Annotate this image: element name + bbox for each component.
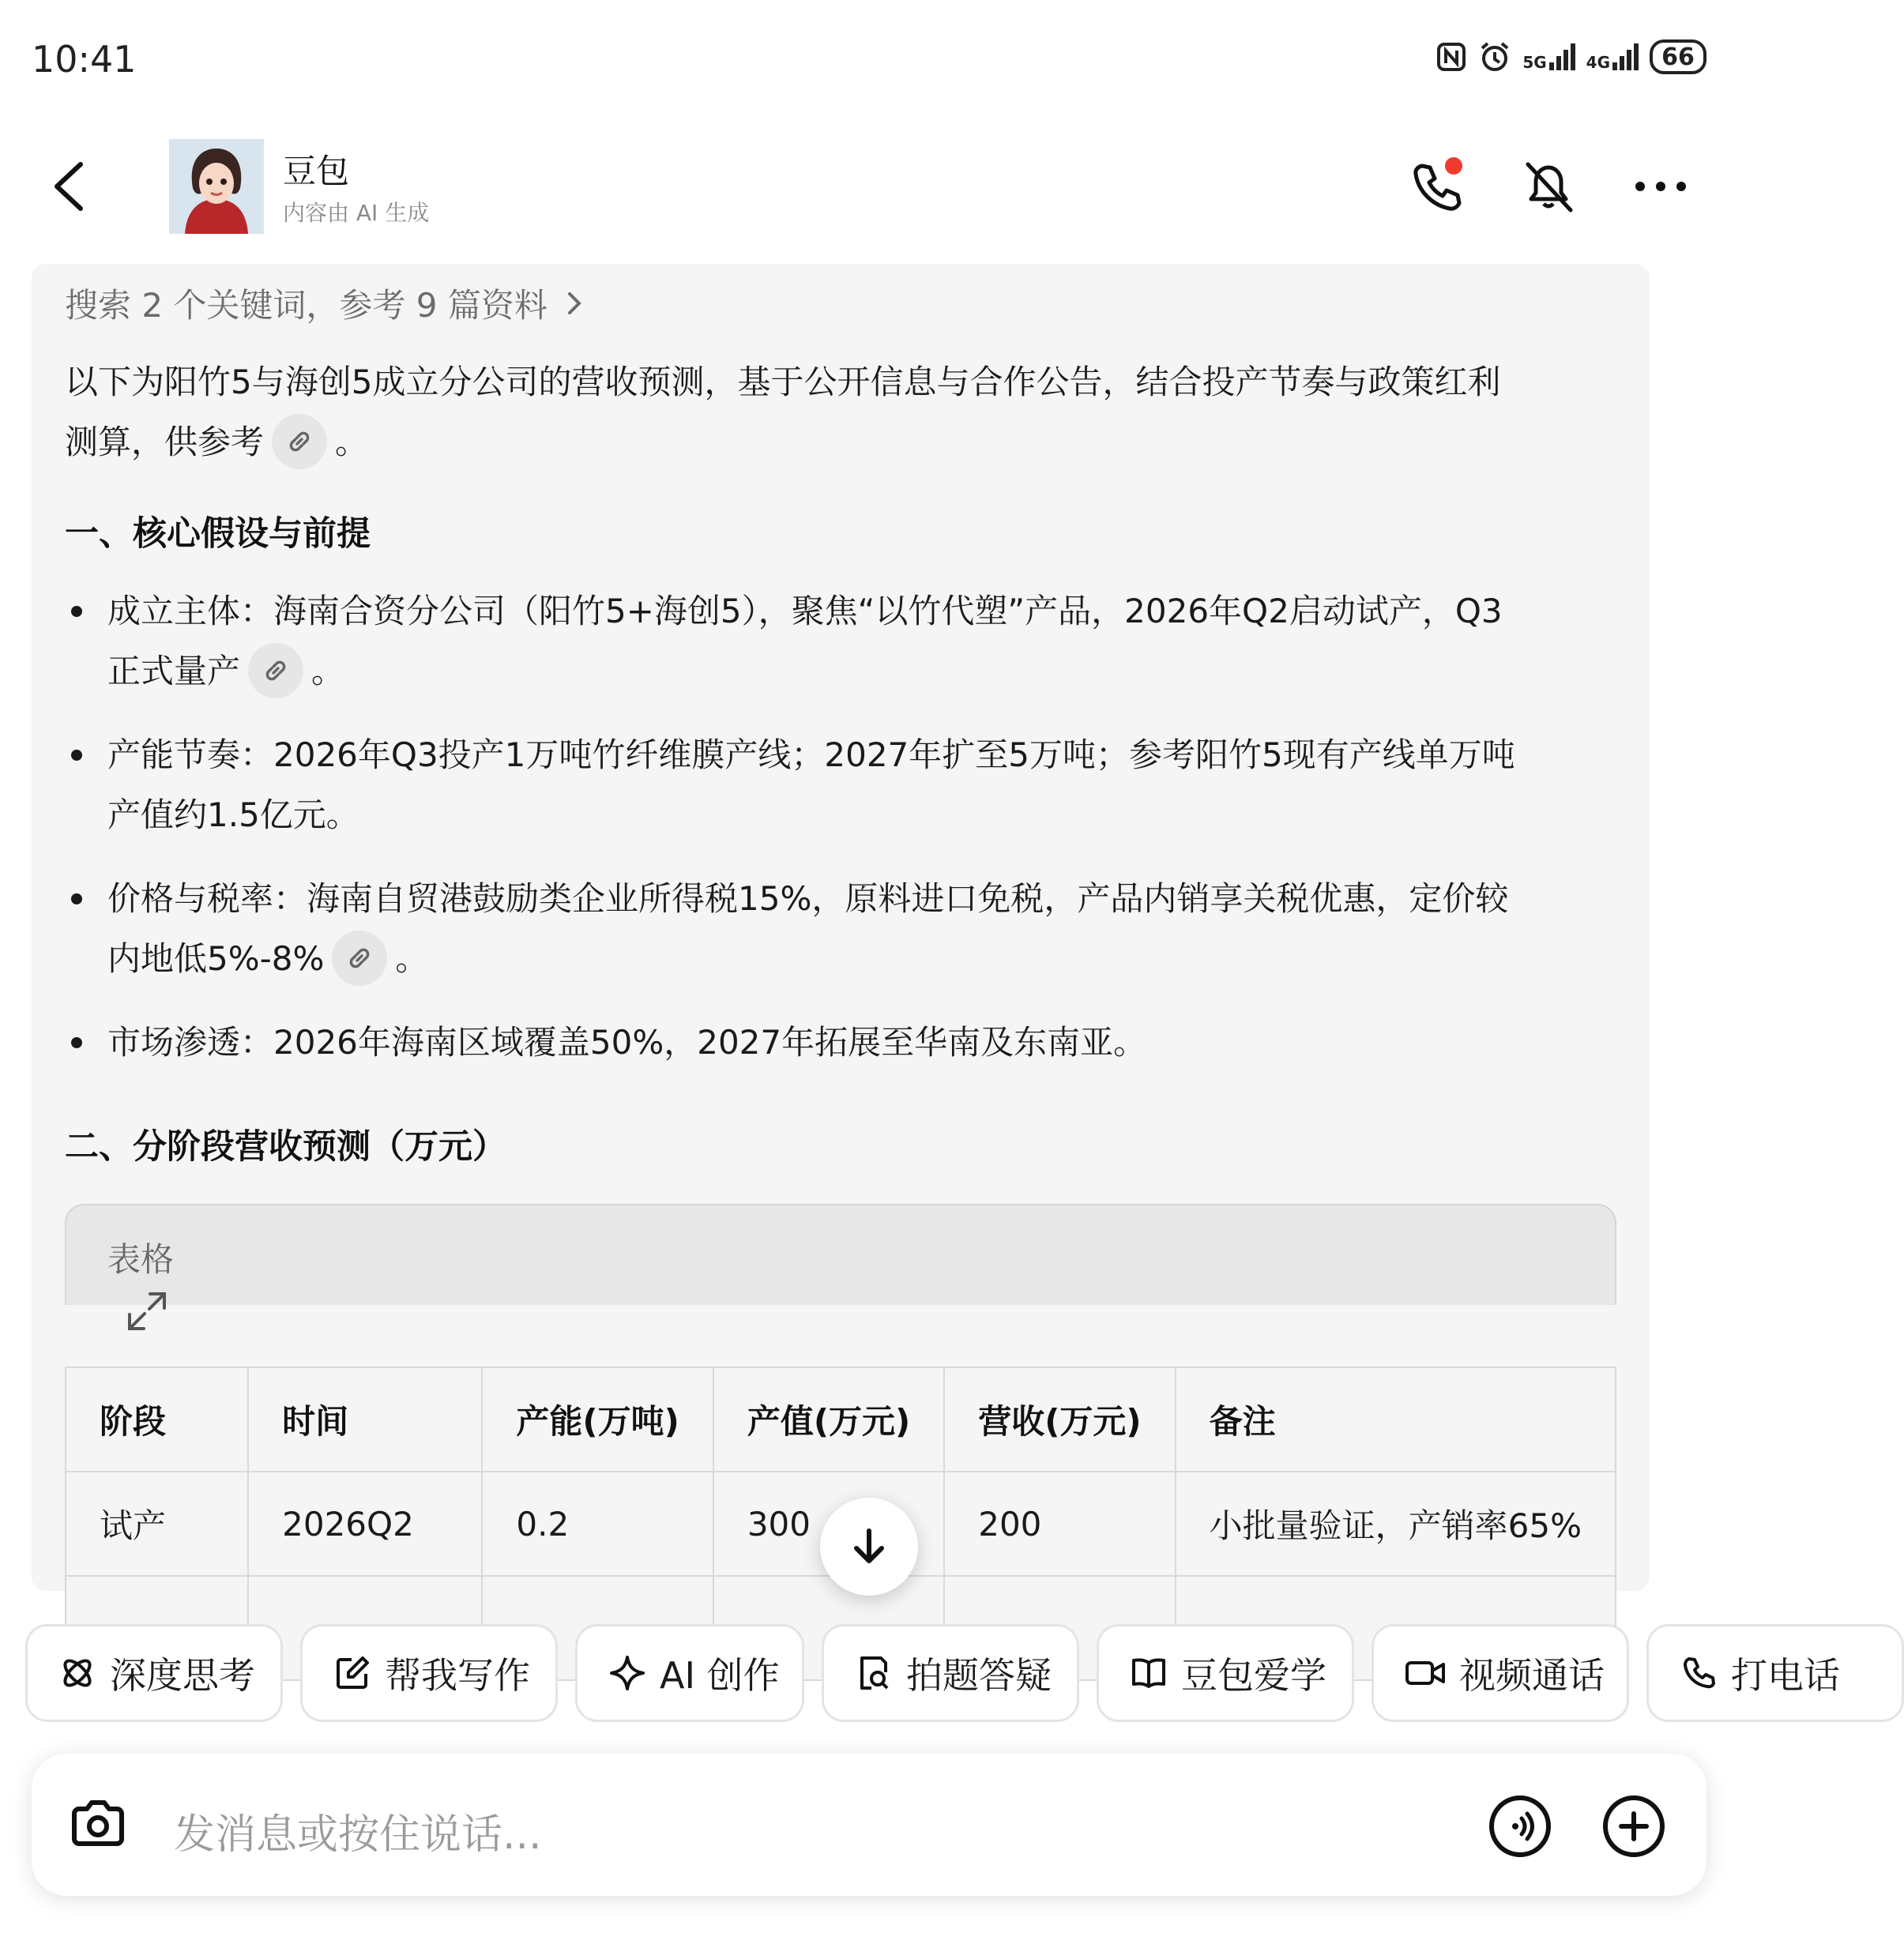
atom-icon xyxy=(58,1653,97,1693)
status-time: 10:41 xyxy=(32,38,137,81)
chip-label: 视频通话 xyxy=(1459,1654,1605,1697)
link-icon xyxy=(344,943,374,973)
voice-wave-icon xyxy=(1487,1793,1553,1859)
video-camera-icon xyxy=(1404,1653,1447,1693)
chip-phone-call[interactable] xyxy=(1646,1624,1904,1722)
sparkle-icon xyxy=(608,1653,647,1693)
scroll-to-bottom-button[interactable] xyxy=(820,1498,918,1596)
table-header-cell: 产能(万吨) xyxy=(482,1367,713,1472)
voice-input-button[interactable] xyxy=(1487,1793,1553,1859)
nfc-icon xyxy=(1436,41,1467,73)
table-cell: 2026Q2 xyxy=(248,1472,482,1576)
message-input-bar xyxy=(32,1754,1706,1896)
link-icon xyxy=(261,656,291,686)
chip-deep-think[interactable] xyxy=(25,1624,283,1722)
table-header-cell: 产值(万元) xyxy=(713,1367,944,1472)
assistant-message xyxy=(32,264,1650,1591)
voice-call-button[interactable] xyxy=(1405,155,1468,218)
phone-icon xyxy=(1679,1653,1718,1693)
list-item: 成立主体：海南合资分公司（阳竹5+海创5），聚焦“以竹代塑”产品，2026年Q2启动试产，Q3 正式量产 。 xyxy=(71,581,1635,701)
chip-label: 深度思考 xyxy=(110,1654,255,1697)
chevron-left-icon xyxy=(40,155,103,218)
search-summary-link[interactable] xyxy=(65,280,590,327)
section-heading-2: 二、分阶段营收预测（万元） xyxy=(65,1127,506,1167)
camera-button[interactable] xyxy=(66,1793,130,1856)
chip-label: 打电话 xyxy=(1731,1654,1840,1697)
ai-generated-note: 内容由 AI 生成 xyxy=(283,200,430,226)
edit-icon xyxy=(333,1653,372,1693)
table-header-cell: 阶段 xyxy=(66,1367,248,1472)
intro-period: 。 xyxy=(335,423,369,461)
table-cell: 300 xyxy=(713,1472,944,1576)
link-icon xyxy=(284,427,314,457)
expand-icon xyxy=(123,1288,171,1335)
mute-button[interactable] xyxy=(1517,155,1580,218)
table-header-cell: 备注 xyxy=(1176,1367,1616,1472)
battery-indicator: 66 xyxy=(1650,39,1706,74)
avatar[interactable] xyxy=(169,139,264,234)
bot-name: 豆包 xyxy=(283,152,350,190)
signal-4g-icon: 4G xyxy=(1586,43,1639,70)
chip-video-call[interactable] xyxy=(1372,1624,1629,1722)
signal-5g-icon: 5G xyxy=(1522,43,1575,70)
chip-help-write[interactable] xyxy=(300,1624,558,1722)
arrow-down-icon xyxy=(847,1525,891,1569)
chip-ai-create[interactable] xyxy=(575,1624,804,1722)
search-summary-text: 搜索 2 个关键词，参考 9 篇资料 xyxy=(65,286,547,325)
chip-learning[interactable] xyxy=(1097,1624,1354,1722)
chip-label: 豆包爱学 xyxy=(1181,1654,1326,1697)
intro-line-2: 测算，供参考 xyxy=(65,423,265,461)
speaker-muted-icon xyxy=(1517,155,1580,218)
avatar-illustration xyxy=(169,139,264,234)
table-cell: 200 xyxy=(944,1472,1175,1576)
section-heading-1: 一、核心假设与前提 xyxy=(65,514,371,554)
reference-link[interactable] xyxy=(272,414,327,469)
add-button[interactable] xyxy=(1601,1793,1667,1859)
table-header-row xyxy=(66,1367,1616,1472)
chip-label: AI 创作 xyxy=(660,1654,780,1697)
alarm-icon xyxy=(1478,40,1511,73)
list-item: 产能节奏：2026年Q3投产1万吨竹纤维膜产线；2027年扩至5万吨；参考阳竹5现有产线单万吨 产值约1.5亿元。 xyxy=(71,725,1635,845)
intro-paragraph xyxy=(65,352,1500,472)
table-cell: 0.2 xyxy=(482,1472,713,1576)
table-card-header xyxy=(65,1204,1616,1305)
table-cell: 试产 xyxy=(66,1472,248,1576)
back-button[interactable] xyxy=(40,155,103,218)
doc-search-icon xyxy=(854,1653,894,1693)
table-header-cell: 营收(万元) xyxy=(944,1367,1175,1472)
chip-photo-question[interactable] xyxy=(822,1624,1079,1722)
more-dots-icon xyxy=(1629,155,1692,218)
status-icons xyxy=(1436,39,1706,74)
table-label: 表格 xyxy=(107,1240,175,1279)
chip-label: 帮我写作 xyxy=(385,1654,530,1697)
table-header-cell: 时间 xyxy=(248,1367,482,1472)
expand-table-button[interactable] xyxy=(123,1288,171,1335)
list-item: 价格与税率：海南自贸港鼓励类企业所得税15%，原料进口免税，产品内销享关税优惠，定价较 内地低5%-8% 。 xyxy=(71,869,1635,989)
reference-link[interactable] xyxy=(332,931,387,986)
intro-line-1: 以下为阳竹5与海创5成立分公司的营收预测，基于公开信息与合作公告，结合投产节奏与政策红利 xyxy=(65,363,1501,401)
list-item: 市场渗透：2026年海南区域覆盖50%，2027年拓展至华南及东南亚。 xyxy=(71,1013,1635,1073)
message-input[interactable]: 发消息或按住说话... xyxy=(174,1811,542,1859)
reference-link[interactable] xyxy=(248,643,303,698)
table-cell: 小批量验证，产销率65% xyxy=(1176,1472,1616,1576)
book-icon xyxy=(1129,1653,1168,1693)
chip-label: 拍题答疑 xyxy=(906,1654,1052,1697)
chevron-right-icon xyxy=(559,288,590,319)
phone-icon xyxy=(1405,155,1468,218)
camera-icon xyxy=(66,1793,130,1856)
more-button[interactable] xyxy=(1629,155,1692,218)
assumption-list xyxy=(71,581,1635,1073)
plus-circle-icon xyxy=(1601,1793,1667,1859)
